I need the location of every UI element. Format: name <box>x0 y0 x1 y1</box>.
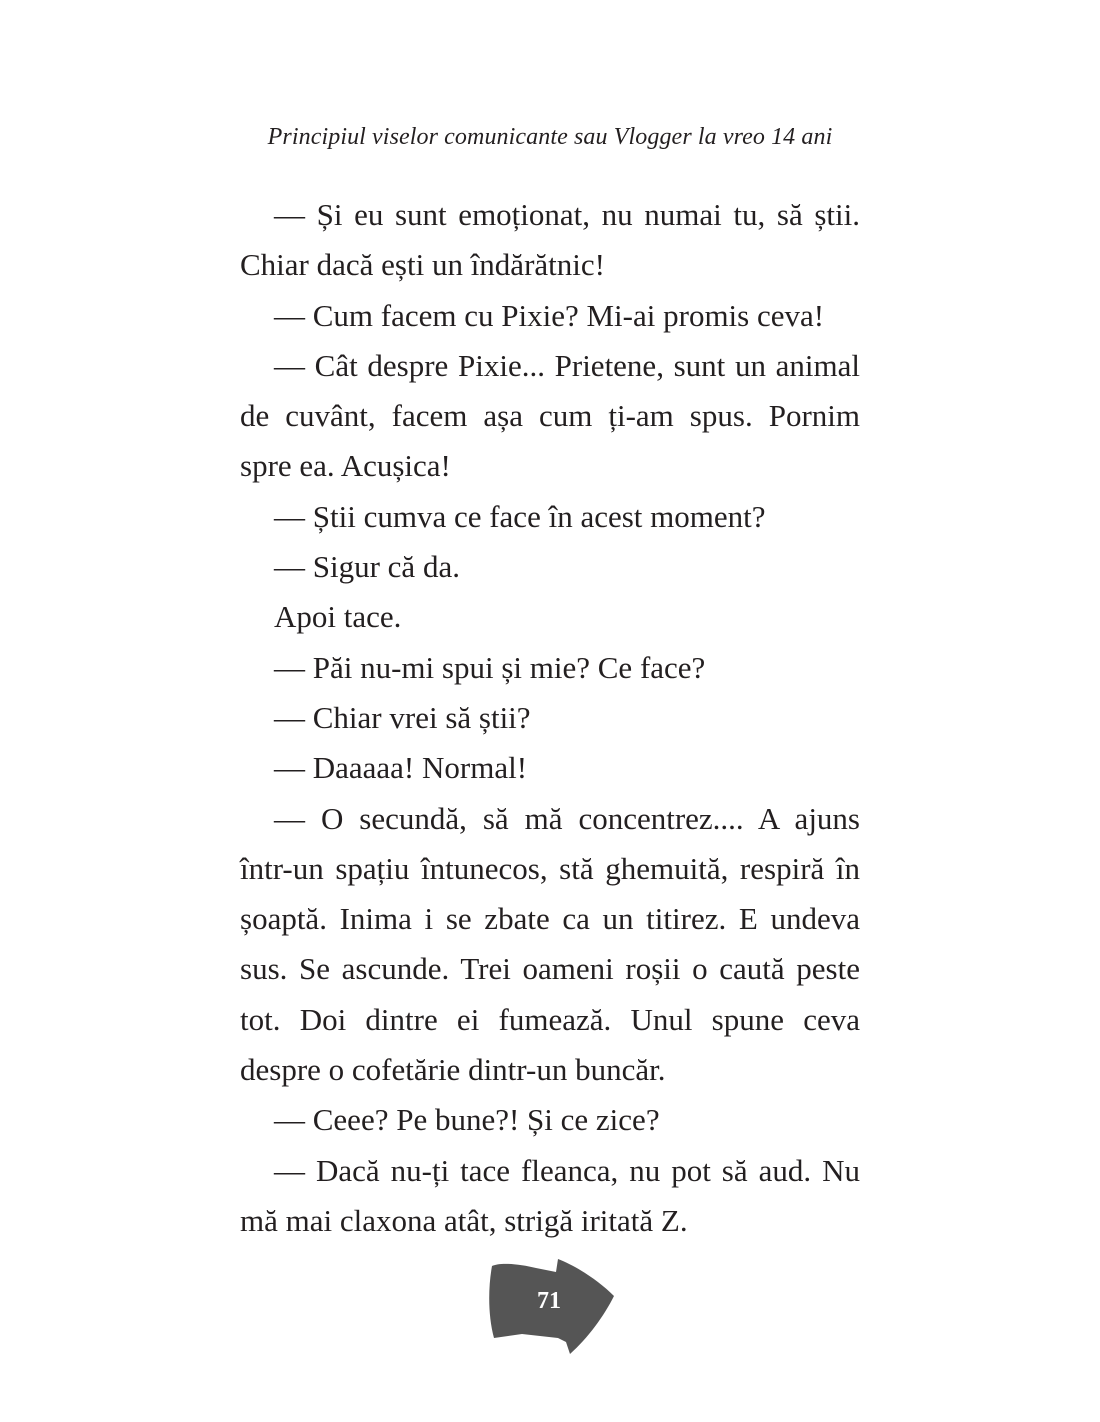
page-number-badge <box>486 1258 618 1356</box>
paragraph: — Dacă nu-ți tace fleanca, nu pot să aud. Nu mă mai claxona atât, strigă iritată Z. <box>240 1152 860 1238</box>
paragraph: Apoi tace. <box>274 599 402 635</box>
paragraph: — O secundă, să mă concentrez.... A ajuns într-un spațiu întunecos, stă ghemuită, respiră în șoaptă. Inima i se zbate ca un titirez. E undeva sus. Se ascunde. Trei oameni roșii o caută peste tot. Doi dintre ei fumează. Unul spune ceva despre o cofetărie dintr-un buncăr. <box>240 800 860 1088</box>
paragraph: — Știi cumva ce face în acest moment? <box>274 498 766 534</box>
body-text <box>240 190 860 1246</box>
paragraph: — Ceee? Pe bune?! Și ce zice? <box>274 1102 660 1138</box>
paragraph: — Chiar vrei să știi? <box>274 699 531 735</box>
paragraph: — Păi nu-mi spui și mie? Ce face? <box>274 649 706 685</box>
paragraph: — Și eu sunt emoționat, nu numai tu, să știi. Chiar dacă ești un îndărătnic! <box>240 197 860 283</box>
paragraph: — Cum facem cu Pixie? Mi-ai promis ceva! <box>274 297 825 333</box>
paragraph: — Cât despre Pixie... Prietene, sunt un animal de cuvânt, facem așa cum ți-am spus. Pornim spre ea. Acușica! <box>240 347 860 484</box>
running-header: Principiul viselor comunicante sau Vlogger la vreo 14 ani <box>267 124 833 150</box>
paragraph: — Sigur că da. <box>274 549 460 585</box>
paragraph: — Daaaaa! Normal! <box>274 750 528 786</box>
page-number: 71 <box>537 1288 561 1314</box>
